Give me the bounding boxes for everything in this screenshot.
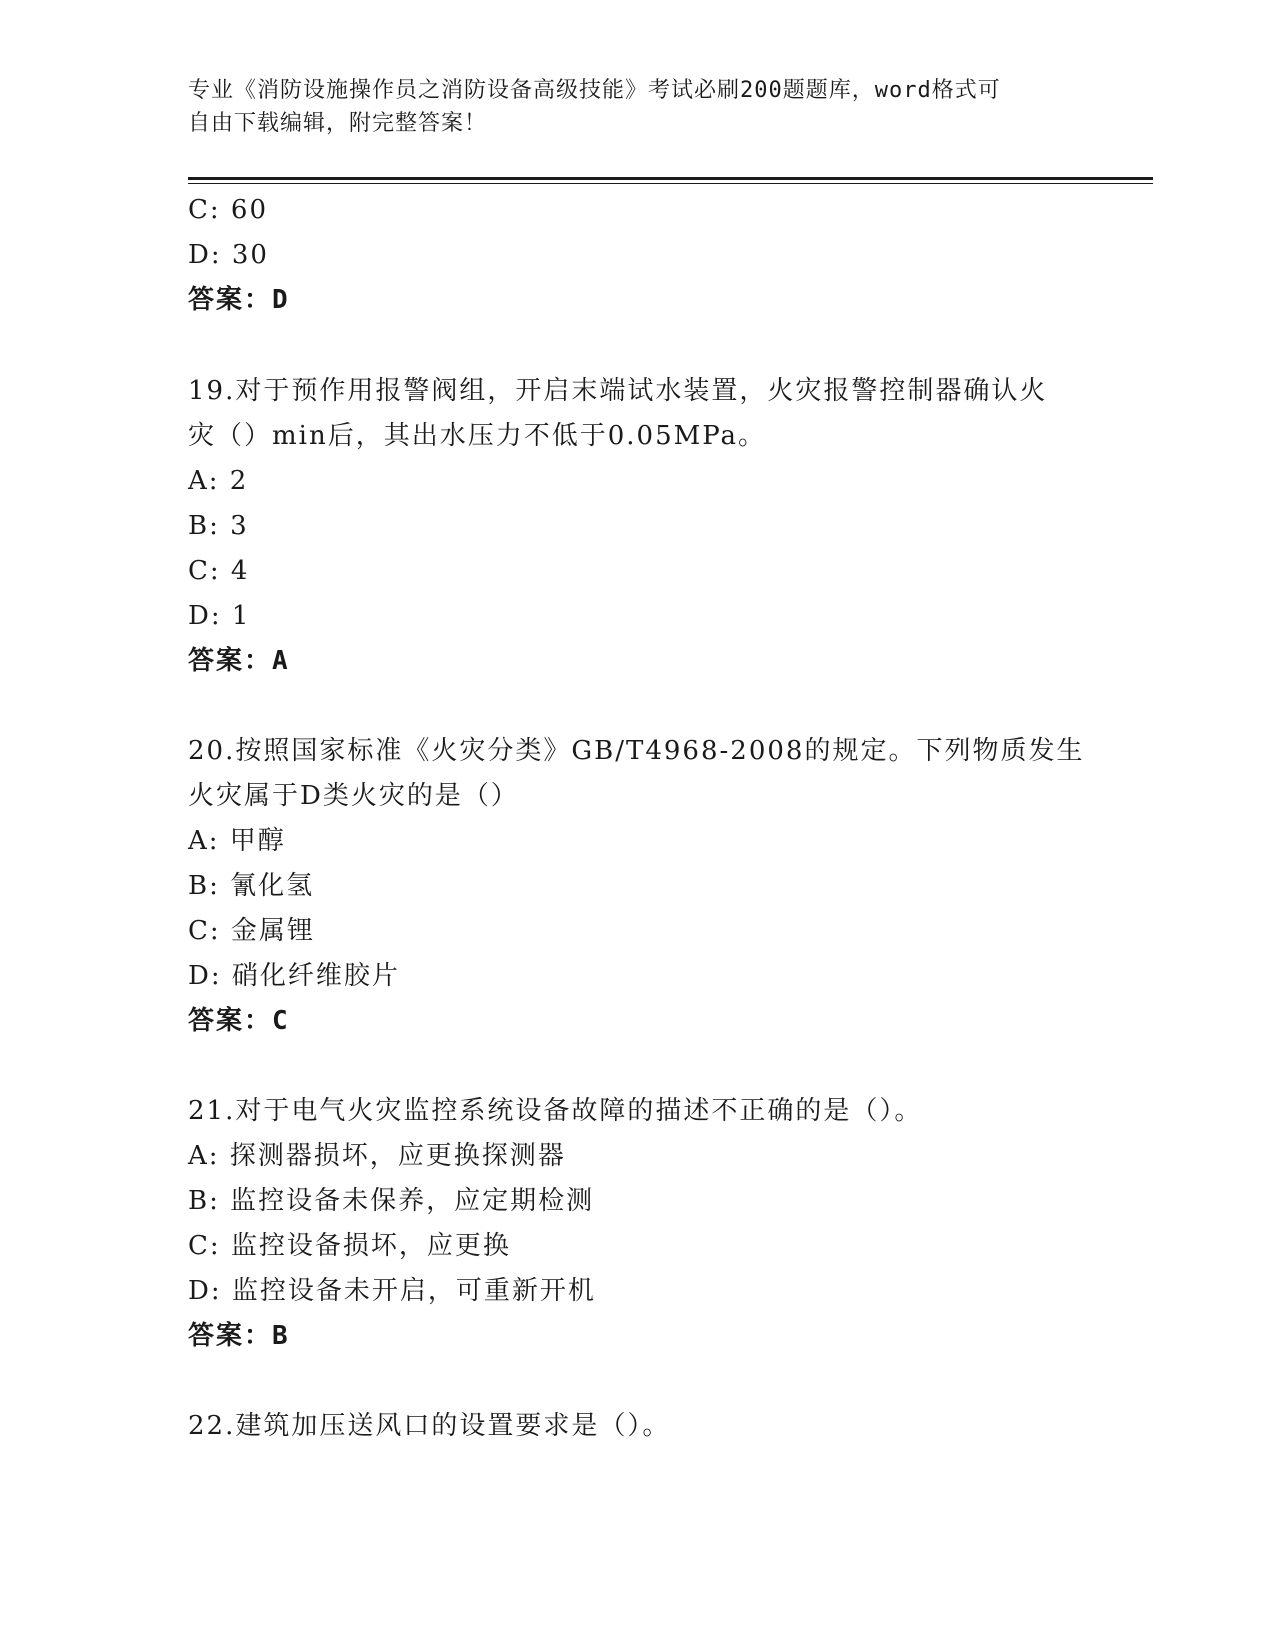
q19-option-a: A: 2 (188, 466, 249, 496)
header-divider-thick (188, 177, 1153, 180)
q20-stem-line-2: 火灾属于D类火灾的是（） (188, 781, 519, 811)
q19-answer: 答案：A (188, 646, 290, 676)
q18-option-c: C: 60 (188, 195, 269, 225)
q19-option-d: D: 1 (188, 601, 251, 631)
header-line-2: 自由下载编辑，附完整答案！ (188, 111, 488, 136)
document-header (188, 74, 1068, 140)
q22-stem-line-1: 22.建筑加压送风口的设置要求是（）。 (188, 1411, 671, 1441)
q21-option-c: C: 监控设备损坏，应更换 (188, 1231, 511, 1261)
header-divider-thin (188, 183, 1153, 184)
q19-option-c: C: 4 (188, 556, 250, 586)
q21-option-b: B: 监控设备未保养，应定期检测 (188, 1186, 595, 1216)
q20-option-a: A: 甲醇 (188, 826, 286, 856)
q21-option-d: D: 监控设备未开启，可重新开机 (188, 1276, 596, 1306)
q20-option-b: B: 氰化氢 (188, 871, 315, 901)
q21-answer: 答案：B (188, 1321, 290, 1351)
q18-option-d: D: 30 (188, 240, 269, 270)
q19-stem-line-1: 19.对于预作用报警阀组，开启末端试水装置，火灾报警控制器确认火 (188, 376, 1048, 406)
q19-option-b: B: 3 (188, 511, 249, 541)
q20-stem-line-1: 20.按照国家标准《火灾分类》GB/T4968-2008的规定。下列物质发生 (188, 736, 1085, 766)
q18-answer: 答案：D (188, 285, 290, 315)
header-line-1: 专业《消防设施操作员之消防设备高级技能》考试必刷200题题库，word格式可 (188, 78, 1001, 103)
q21-stem-line-1: 21.对于电气火灾监控系统设备故障的描述不正确的是（）。 (188, 1096, 923, 1126)
q19-stem-line-2: 灾（）min后，其出水压力不低于0.05MPa。 (188, 421, 767, 451)
q20-answer: 答案：C (188, 1006, 290, 1036)
q20-option-d: D: 硝化纤维胶片 (188, 961, 400, 991)
q20-option-c: C: 金属锂 (188, 916, 315, 946)
q21-option-a: A: 探测器损坏，应更换探测器 (188, 1141, 566, 1171)
